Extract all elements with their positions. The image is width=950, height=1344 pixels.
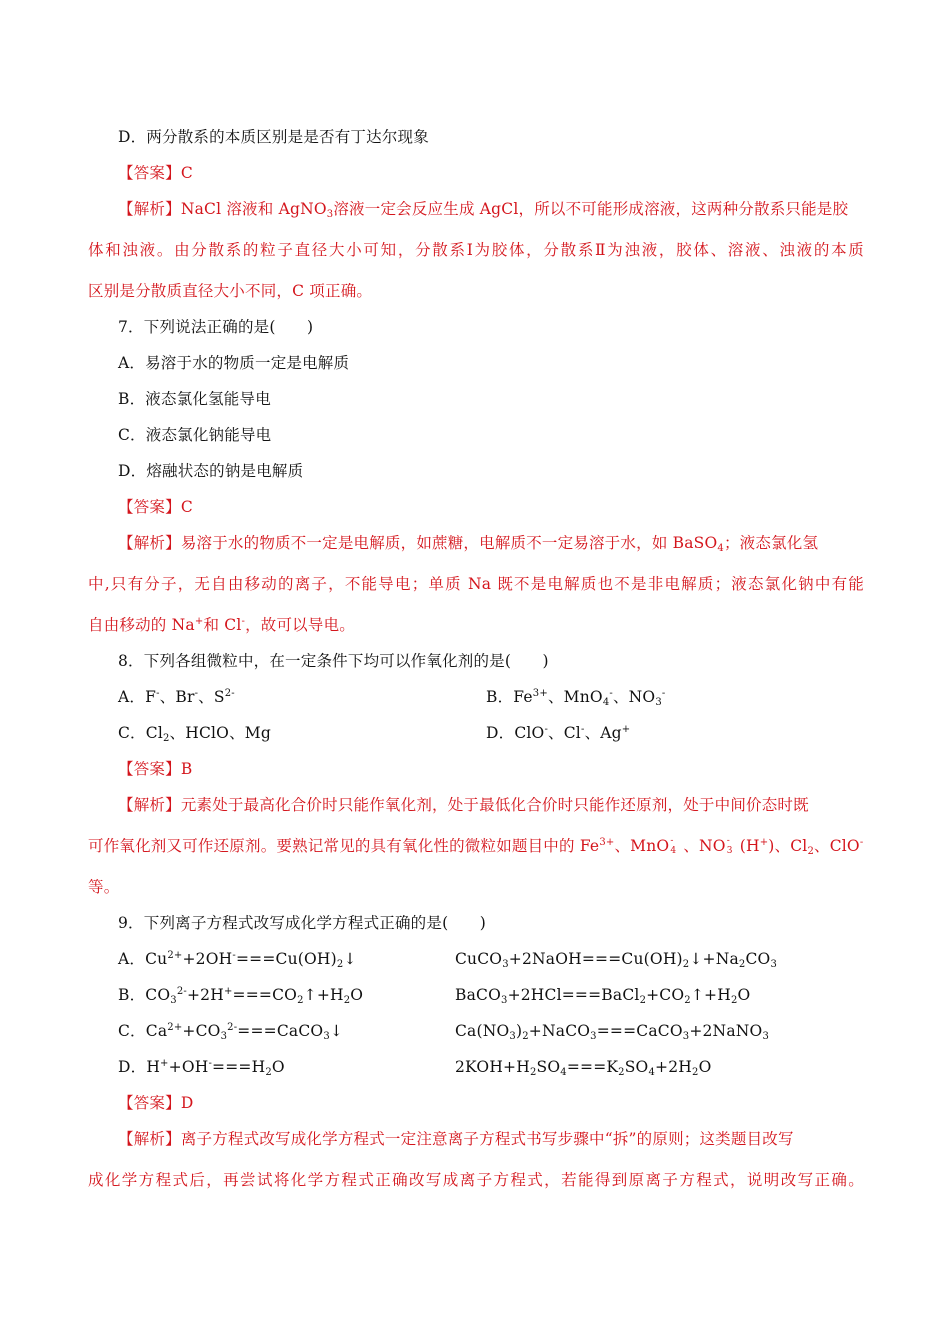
answer-value: B [180,760,193,778]
q9-option-b-ionic: B．$CO_3^{2-}+2H^+===CO_2↑+H_2O$ [118,986,364,1006]
q9-option-c-ionic: C．$Ca^{2+}+CO_3^{2-}===CaCO_3↓$ [118,1022,344,1042]
q8-analysis-line-2: 可作氧化剂又可作还原剂。要熟记常见的具有氧化性的微粒如题目中的 $Fe^{3+}$、MnO - 4 、NO - 3 (H+)、$Cl_2$、ClO- [88,836,864,857]
q9-option-d-ionic: D．$H^++OH^-===H_2O$ [118,1058,285,1078]
q6-analysis-line-1: 【解析】NaCl 溶液和 AgNO$_3$溶液一定会反应生成 AgCl，所以不可能形成溶液，这两种分散系只能是胶 [118,200,849,220]
q9-stem: 9．下列离子方程式改写成化学方程式正确的是( ) [118,914,486,932]
answer-value: C [180,498,193,516]
q9-option-a-chemical: $CuCO_3+2NaOH===Cu(OH)_2↓+Na_2CO_3$ [455,950,778,970]
q9-option-b-chemical: $BaCO_3+2HCl===BaCl_2+CO_2↑+H_2O$ [455,986,751,1006]
q6-analysis-line-2: 体和浊液。由分散系的粒子直径大小可知，分散系Ⅰ为胶体，分散系Ⅱ为浊液，胶体、溶液、浊液的本质 [88,241,864,259]
q8-answer [118,759,192,779]
q9-analysis-line-2: 成化学方程式后，再尝试将化学方程式正确改写成离子方程式，若能得到原离子方程式，说明改写正确。 [88,1171,864,1189]
analysis-label: 【解析】 [118,796,181,814]
q8-stem: 8．下列各组微粒中，在一定条件下均可以作氧化剂的是( ) [118,652,549,670]
q8-option-c: C．$Cl_2$、HClO、Mg [118,724,271,744]
answer-label: 【答案】 [118,760,181,778]
q9-option-c-chemical: $Ca(NO_3)_2+NaCO_3===CaCO_3+2NaNO_3$ [455,1022,769,1042]
q7-option-d: D．熔融状态的钠是电解质 [118,462,304,480]
q9-option-a-ionic: A．$Cu^{2+}+2OH^-===Cu(OH)_2↓$ [118,950,357,970]
q8-option-b: B．$Fe^{3+}$、MnO$_4$-、$NO_3^-$ [486,688,666,708]
q9-option-d-chemical: $2KOH+H_2SO_4===K_2SO_4+2H_2O$ [455,1058,712,1078]
q6-answer [118,163,193,183]
answer-value: D [180,1094,194,1112]
q7-analysis-line-1: 【解析】易溶于水的物质不一定是电解质，如蔗糖，电解质不一定易溶于水，如 BaSO$_4$；液态氯化氢 [118,534,819,554]
q9-analysis-line-1: 【解析】离子方程式改写成化学方程式一定注意离子方程式书写步骤中“拆”的原则；这类题目改写 [118,1130,794,1148]
analysis-label: 【解析】 [118,1130,181,1148]
q7-analysis-line-3: 自由移动的 Na+和 Cl-，故可以导电。 [88,616,355,634]
analysis-label: 【解析】 [118,534,181,552]
q7-analysis-line-2: 中,只有分子，无自由移动的离子，不能导电；单质 Na 既不是电解质也不是非电解质；液态氯化钠中有能 [88,575,864,593]
q9-answer [118,1093,193,1113]
q8-analysis-line-1: 【解析】元素处于最高化合价时只能作氧化剂，处于最低化合价时只能作还原剂，处于中间价态时既 [118,796,809,814]
q8-option-d: D．ClO-、Cl-、Ag+ [486,724,631,742]
q8-analysis-line-3: 等。 [88,878,120,896]
answer-label: 【答案】 [118,164,181,182]
q7-option-c: C．液态氯化钠能导电 [118,426,272,444]
q7-stem: 7．下列说法正确的是( ) [118,318,314,336]
q7-option-b: B．液态氯化氢能导电 [118,390,271,408]
answer-label: 【答案】 [118,1094,181,1112]
q6-option-d: D．两分散系的本质区别是是否有丁达尔现象 [118,128,429,146]
q7-option-a: A．易溶于水的物质一定是电解质 [118,354,350,372]
stacked-script: - 4 [670,836,677,856]
answer-value: C [180,164,193,182]
q8-option-a: A．F-、Br-、$S^{2-}$ [118,688,235,706]
analysis-label: 【解析】 [118,200,181,218]
stacked-script: - 3 [726,836,733,856]
q7-answer [118,497,193,517]
answer-label: 【答案】 [118,498,181,516]
q6-analysis-line-3: 区别是分散质直径大小不同，C 项正确。 [88,282,373,300]
